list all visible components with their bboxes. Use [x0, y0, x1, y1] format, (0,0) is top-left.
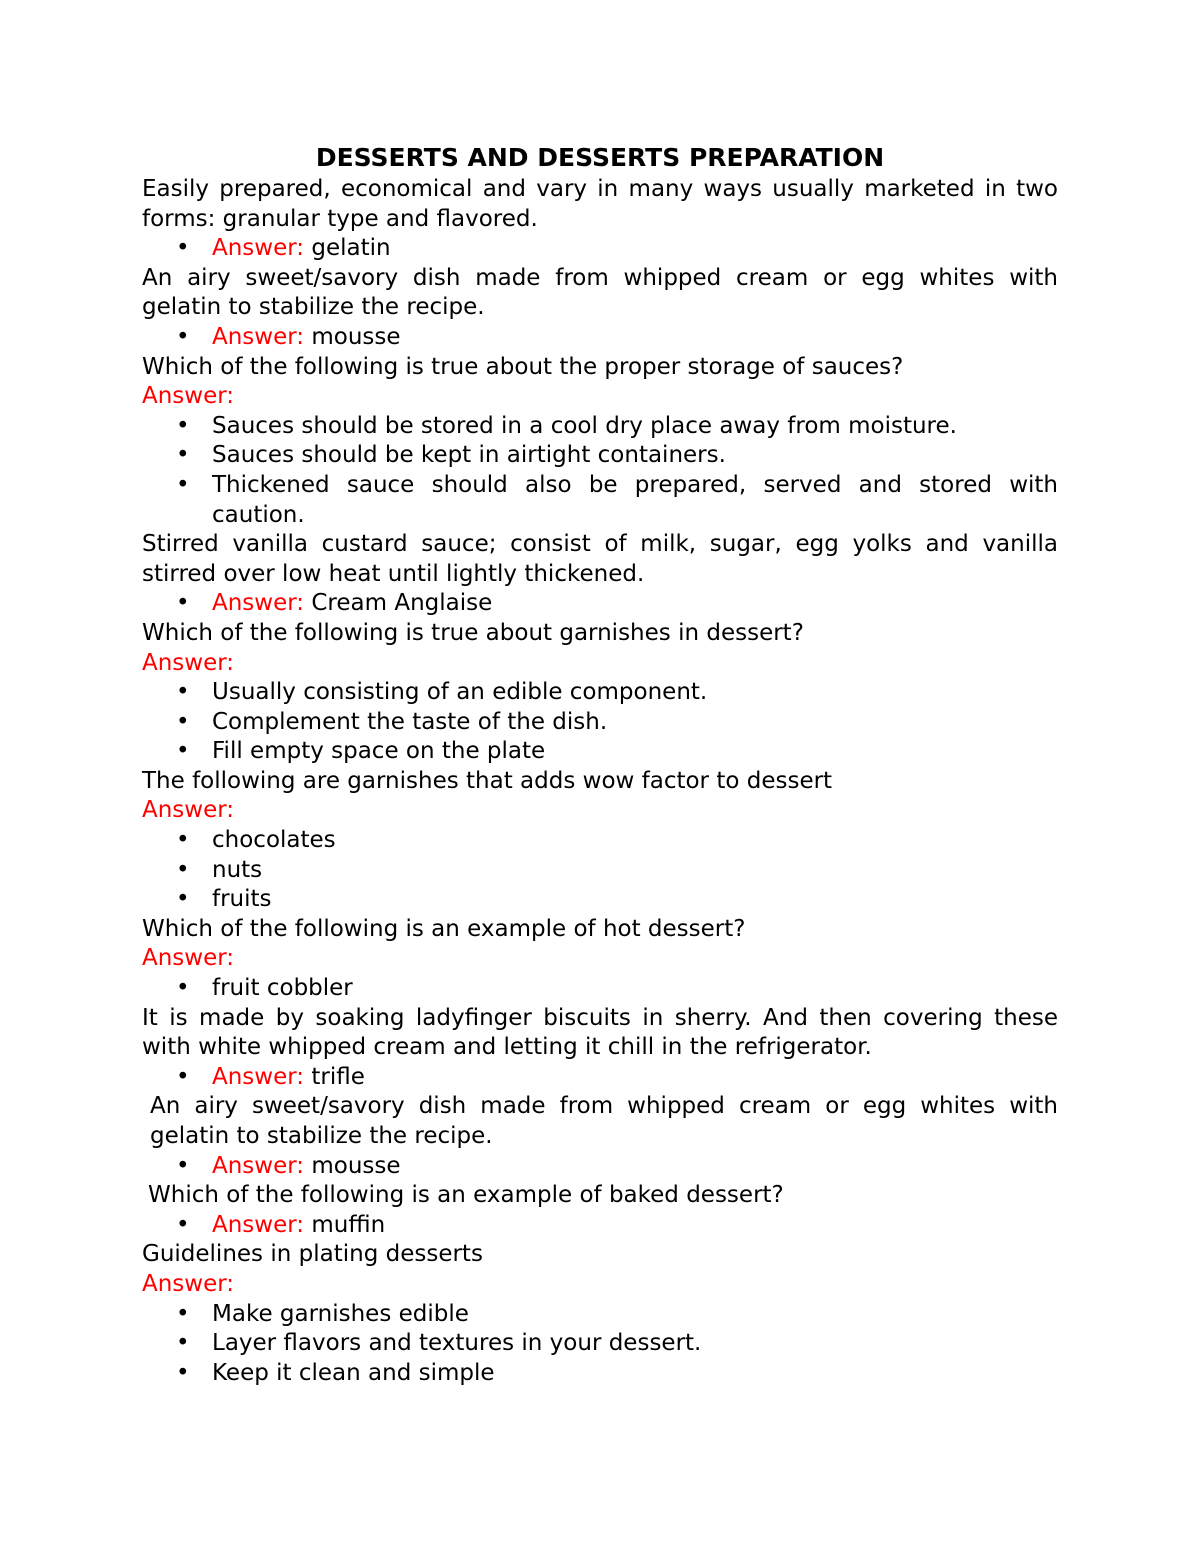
- question-3: Which of the following is true about the proper storage of sauces?: [142, 353, 904, 380]
- document-page: [142, 141, 1058, 1388]
- list-item: [142, 412, 1058, 442]
- answer-text: Complement the taste of the dish.: [212, 708, 608, 735]
- answer-text: Make garnishes edible: [212, 1300, 469, 1327]
- list-item: [142, 737, 1058, 767]
- answer-text: trifle: [311, 1063, 365, 1090]
- list-item: [142, 678, 1058, 708]
- answer-label: Answer:: [142, 649, 235, 676]
- answer-label: Answer:: [142, 945, 235, 972]
- bullet-icon: •: [176, 1300, 190, 1327]
- answer-list-1: [142, 234, 1058, 264]
- list-item: [142, 856, 1058, 886]
- answer-text: chocolates: [212, 827, 336, 854]
- question-11: Guidelines in plating desserts: [142, 1241, 483, 1268]
- answer-label: Answer:: [212, 323, 305, 350]
- answer-text: Usually consisting of an edible component.: [212, 679, 708, 706]
- bullet-icon: •: [176, 1359, 190, 1386]
- list-item: [142, 471, 1058, 530]
- list-item: [142, 1063, 1058, 1093]
- answer-text: Fill empty space on the plate: [212, 738, 546, 765]
- bullet-icon: •: [176, 412, 190, 439]
- bullet-icon: •: [176, 323, 190, 350]
- answer-list-6: [142, 826, 1058, 915]
- list-item: [142, 234, 1058, 264]
- answer-text: fruits: [212, 886, 272, 913]
- answer-text: Sauces should be kept in airtight containers.: [212, 442, 726, 469]
- answer-list-9: [142, 1152, 1058, 1182]
- answer-label: Answer:: [142, 1270, 235, 1297]
- bullet-icon: •: [176, 471, 190, 498]
- question-6: The following are garnishes that adds wow factor to dessert: [142, 767, 833, 794]
- answer-text: Thickened sauce should also be prepared, served and stored with caution.: [212, 471, 1058, 528]
- bullet-icon: •: [176, 856, 190, 883]
- answer-text: Layer flavors and textures in your dessert.: [212, 1330, 702, 1357]
- bullet-icon: •: [176, 975, 190, 1002]
- answer-list-7: [142, 974, 1058, 1004]
- answer-list-10: [142, 1211, 1058, 1241]
- bullet-icon: •: [176, 1063, 190, 1090]
- answer-text: mousse: [311, 323, 401, 350]
- bullet-icon: •: [176, 827, 190, 854]
- bullet-icon: •: [176, 1152, 190, 1179]
- answer-list-5: [142, 678, 1058, 767]
- bullet-icon: •: [176, 679, 190, 706]
- bullet-icon: •: [176, 442, 190, 469]
- answer-text: Sauces should be stored in a cool dry place away from moisture.: [212, 412, 957, 439]
- answer-text: Keep it clean and simple: [212, 1359, 495, 1386]
- question-1: Easily prepared, economical and vary in many ways usually marketed in two forms: granular type and flavored.: [142, 176, 1058, 232]
- answer-text: nuts: [212, 856, 263, 883]
- question-10: Which of the following is an example of baked dessert?: [148, 1182, 784, 1209]
- answer-label: Answer:: [212, 1063, 305, 1090]
- bullet-icon: •: [176, 886, 190, 913]
- question-7: Which of the following is an example of hot dessert?: [142, 915, 746, 942]
- answer-label: Answer:: [212, 590, 305, 617]
- list-item: [142, 1211, 1058, 1241]
- question-5: Which of the following is true about garnishes in dessert?: [142, 619, 804, 646]
- answer-label: Answer:: [212, 1211, 305, 1238]
- question-2: An airy sweet/savory dish made from whipped cream or egg whites with gelatin to stabilize the recipe.: [142, 264, 1058, 321]
- list-item: [142, 323, 1058, 353]
- question-4: Stirred vanilla custard sauce; consist of milk, sugar, egg yolks and vanilla stirred over low heat until lightly thickened.: [142, 531, 1058, 587]
- answer-label: Answer:: [212, 1152, 305, 1179]
- bullet-icon: •: [176, 590, 190, 617]
- list-item: [142, 1359, 1058, 1389]
- question-8: It is made by soaking ladyfinger biscuits in sherry. And then covering these with white whipped cream and letting it chill in the refrigerator.: [142, 1004, 1058, 1061]
- answer-text: muffin: [311, 1211, 386, 1238]
- answer-text: mousse: [311, 1152, 401, 1179]
- bullet-icon: •: [176, 738, 190, 765]
- list-item: [142, 441, 1058, 471]
- answer-list-8: [142, 1063, 1058, 1093]
- answer-text: Cream Anglaise: [311, 590, 493, 617]
- document-title: DESSERTS AND DESSERTS PREPARATION: [315, 143, 885, 172]
- list-item: [142, 1329, 1058, 1359]
- list-item: [142, 974, 1058, 1004]
- answer-text: gelatin: [311, 235, 391, 262]
- list-item: [142, 708, 1058, 738]
- bullet-icon: •: [176, 1330, 190, 1357]
- answer-label: Answer:: [212, 235, 305, 262]
- list-item: [142, 1300, 1058, 1330]
- answer-label: Answer:: [142, 797, 235, 824]
- answer-text: fruit cobbler: [212, 975, 353, 1002]
- question-9: An airy sweet/savory dish made from whipped cream or egg whites with gelatin to stabilize the recipe.: [150, 1093, 1058, 1149]
- bullet-icon: •: [176, 235, 190, 262]
- list-item: [142, 589, 1058, 619]
- answer-list-11: [142, 1300, 1058, 1389]
- answer-list-2: [142, 323, 1058, 353]
- bullet-icon: •: [176, 1211, 190, 1238]
- list-item: [142, 826, 1058, 856]
- list-item: [142, 885, 1058, 915]
- answer-label: Answer:: [142, 383, 235, 410]
- bullet-icon: •: [176, 708, 190, 735]
- list-item: [142, 1152, 1058, 1182]
- answer-list-4: [142, 589, 1058, 619]
- answer-list-3: [142, 412, 1058, 530]
